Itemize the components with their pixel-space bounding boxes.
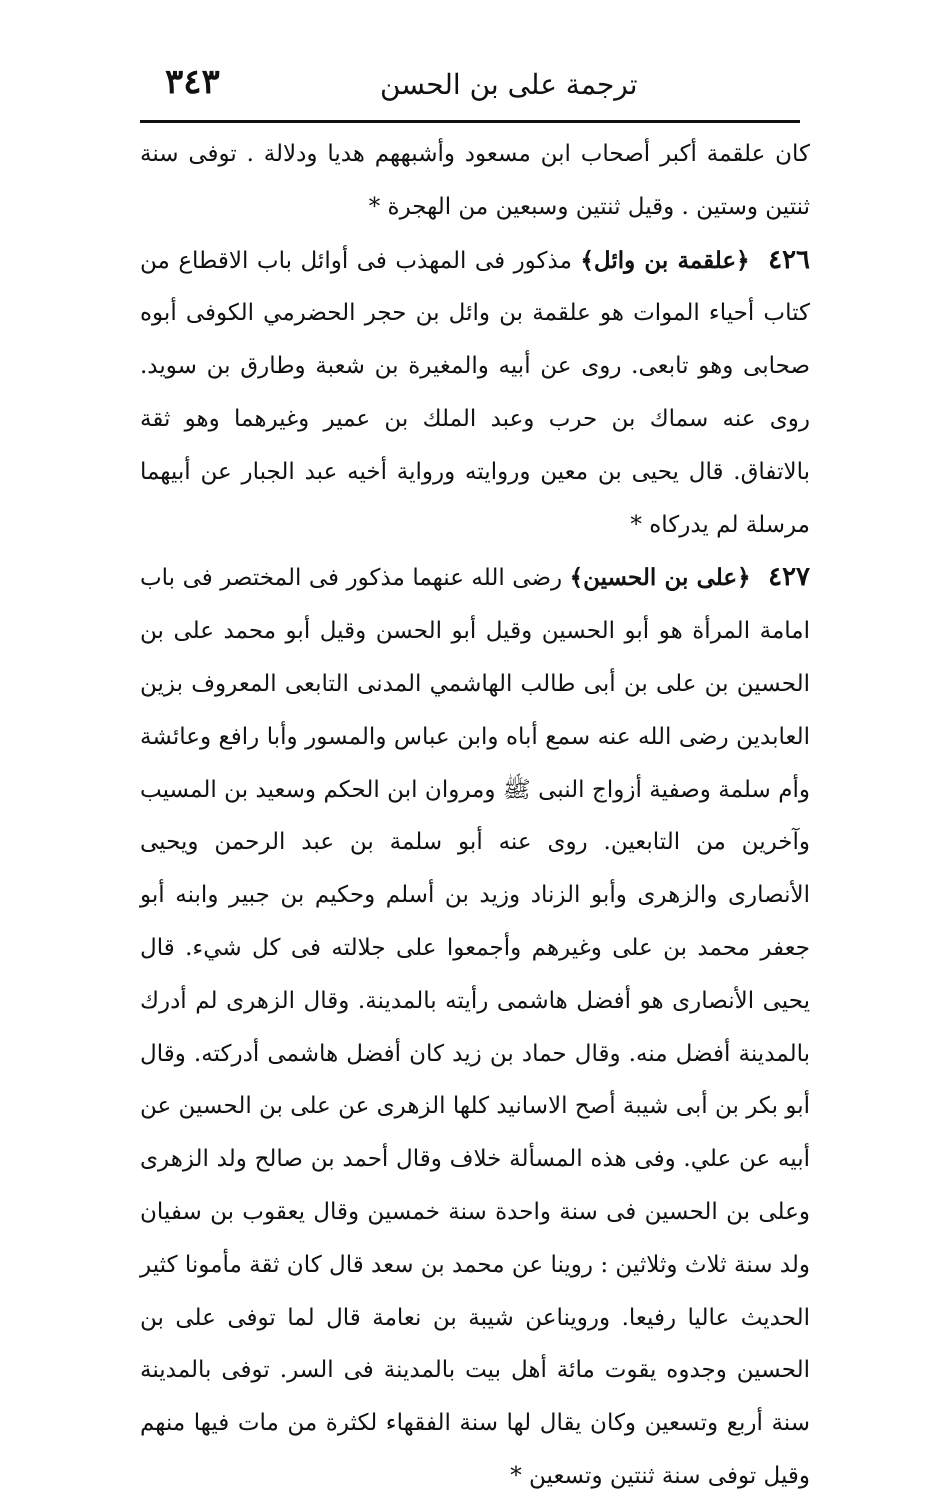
entry-paragraph [140, 551, 810, 1502]
entry-text: كان علقمة أكبر أصحاب ابن مسعود وأشبههم هديا ودلالة . توفى سنة ثنتين وستين . وقيل ثنتين وسبعين من الهجرة * [140, 141, 811, 220]
entry-number: ٤٢٧ [768, 562, 811, 593]
entry-text: مذكور فى المهذب فى أوائل باب الاقطاع من كتاب أحياء الموات هو علقمة بن وائل بن حجر الحضرمي الكوفى أبوه صحابى وهو تابعى. روى عن أبيه والمغيرة بن شعبة وطارق بن سويد. روى عنه سماك بن حرب وعبد الملك بن عمير وغيرهما وهو ثقة بالاتفاق. قال يحيى بن معين وروايته ورواية أخيه عبد الجبار عن أبيهما مرسلة لم يدركاه * [140, 247, 810, 538]
entry-name: ﴿على بن الحسين﴾ [569, 564, 751, 592]
page-number: ٣٤٣ [165, 62, 220, 102]
entry-number: ٤٢٦ [768, 244, 811, 275]
header-rule [140, 120, 800, 123]
entry-name: ﴿علقمة بن وائل﴾ [580, 246, 750, 274]
entry-paragraph [140, 128, 810, 234]
page-body [140, 128, 810, 1503]
entry-text: رضى الله عنهما مذكور فى المختصر فى باب امامة المرأة هو أبو الحسين وقيل أبو الحسن وقيل أبو محمد على بن الحسين بن على بن أبى طالب الهاشمي المدنى التابعى المعروف بزين العابدين رضى الله عنه سمع أباه وابن عباس والمسور وأبا رافع وعائشة وأم سلمة وصفية أزواج النبى ﷺ ومروان ابن الحكم وسعيد بن المسيب وآخرين من التابعين. روى عنه أبو سلمة بن عبد الرحمن ويحيى الأنصارى والزهرى وأبو الزناد وزيد بن أسلم وحكيم بن جبير وابنه أبو جعفر محمد بن على وغيرهم وأجمعوا على جلالته فى كل شيء. قال يحيى الأنصارى هو أفضل هاشمى رأيته بالمدينة. وقال الزهرى لم أدرك بالمدينة أفضل منه. وقال حماد بن زيد كان أفضل هاشمى أدركته. وقال أبو بكر بن أبى شيبة أصح الاسانيد كلها الزهرى عن على بن الحسين عن أبيه عن علي. وفى هذه المسألة خلاف وقال أحمد بن صالح ولد الزهرى وعلى بن الحسين فى سنة واحدة سنة خمسين وقال يعقوب بن سفيان ولد سنة ثلاث وثلاثين : روينا عن محمد بن سعد قال كان ثقة مأمونا كثير الحديث عاليا رفيعا. ورويناعن شيبة بن نعامة قال لما توفى على بن الحسين وجدوه يقوت مائة أهل بيت بالمدينة فى السر. توفى بالمدينة سنة أربع وتسعين وكان يقال لها سنة الفقهاء لكثرة من مات فيها منهم وقيل توفى سنة ثنتين وتسعين * [139, 565, 810, 1489]
entry-paragraph [140, 234, 810, 552]
running-title: ترجمة على بن الحسن [380, 68, 638, 101]
page-header [120, 62, 820, 112]
